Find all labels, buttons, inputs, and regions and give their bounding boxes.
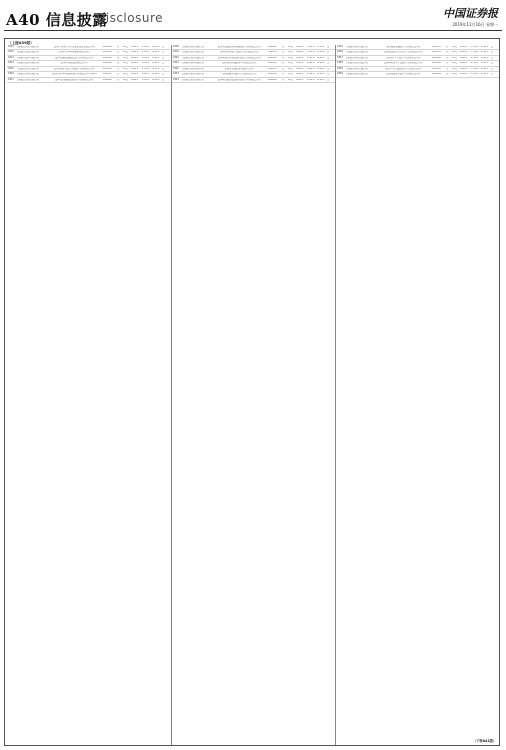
cell-flag: 是 — [162, 56, 165, 59]
cell-code: 000513 — [432, 51, 441, 54]
cell-type: 否 — [282, 67, 285, 70]
cell-no: 1829 — [337, 66, 343, 70]
cell-company: 工商银行股份有限公司 — [181, 45, 204, 48]
cell-fee3: 0.50% — [481, 62, 489, 65]
cell-company: 工商银行股份有限公司 — [181, 73, 204, 76]
cell-company: 工商银行股份有限公司 — [16, 67, 39, 70]
cell-no: 1812 — [8, 50, 14, 54]
cell-fee2: 1.50% — [307, 56, 315, 59]
cell-flag: 是 — [162, 73, 165, 76]
cell-fee3: 0.50% — [481, 56, 489, 59]
cell-name: 富国天瑞强势地区精选混合型证券投资基金 — [217, 45, 262, 48]
cell-company: 工商银行股份有限公司 — [16, 51, 39, 54]
cell-fee3: 0.50% — [152, 56, 160, 59]
cell-flag: 是 — [327, 73, 330, 76]
cell-code: 161026 — [103, 45, 112, 48]
cell-fee1: 0.60% — [131, 45, 139, 48]
cell-code: 000471 — [432, 45, 441, 48]
cell-min: 10元 — [123, 62, 129, 65]
cell-fee3: 0.50% — [481, 51, 489, 54]
cell-flag: 是 — [491, 73, 494, 76]
cell-type: 否 — [446, 73, 449, 76]
cell-name: 富国改革动力混合型证券投资基金 — [386, 73, 421, 76]
cell-fee2: 1.50% — [471, 67, 479, 70]
cell-name: 富国新兴产业股票型证券投资基金 — [386, 56, 421, 59]
cell-min: 10元 — [123, 73, 129, 76]
cell-name: 富国优化增强债券型证券投资基金 — [222, 62, 257, 65]
cell-min: 10元 — [123, 45, 129, 48]
table-column-2 — [171, 45, 335, 745]
disclosure-table-frame — [4, 38, 500, 746]
continued-note: （下转A41版） — [473, 739, 496, 743]
cell-name: 富国天利增长债券投资基金 — [60, 62, 89, 65]
cell-fee3: 0.50% — [317, 45, 325, 48]
cell-type: 否 — [117, 62, 120, 65]
cell-code: 100056 — [268, 73, 277, 76]
cell-no: 1815 — [8, 66, 14, 70]
cell-flag: 是 — [327, 56, 330, 59]
table-row — [336, 72, 499, 77]
cell-fee2: 1.50% — [307, 73, 315, 76]
cell-name: 富国中小盘精选混合型证券投资基金 — [385, 67, 422, 70]
cell-type: 否 — [446, 67, 449, 70]
cell-fee1: 0.60% — [460, 62, 468, 65]
cell-name: 富国高端制造行业股票型证券投资基金 — [383, 51, 424, 54]
cell-no: 1830 — [337, 72, 343, 76]
issue-date: 2019年12月16日 星期一 — [452, 22, 498, 27]
cell-no: 1813 — [8, 55, 14, 59]
cell-company: 工商银行股份有限公司 — [16, 45, 39, 48]
section-name: Disclosure — [96, 11, 164, 25]
cell-fee1: 0.60% — [296, 67, 304, 70]
cell-company: 工商银行股份有限公司 — [345, 56, 368, 59]
cell-flag: 是 — [491, 51, 494, 54]
cell-type: 否 — [117, 73, 120, 76]
cell-min: 10元 — [123, 67, 129, 70]
cell-code: 161017 — [103, 73, 112, 76]
cell-no: 1826 — [337, 50, 343, 54]
cell-type: 否 — [446, 45, 449, 48]
cell-fee1: 0.60% — [131, 67, 139, 70]
cell-no: 1825 — [337, 45, 343, 48]
cell-name: 富国天源沪港深平衡混合型证券投资基金 — [53, 67, 96, 70]
cell-flag: 是 — [491, 67, 494, 70]
cell-name: 富国研究精选灵活配置混合型证券投资基金 — [217, 78, 262, 81]
cell-name: 富国天惠精选成长混合型证券投资基金 — [54, 56, 95, 59]
cell-fee2: 1.50% — [307, 78, 315, 81]
cell-no: 1819 — [173, 50, 179, 54]
cell-company: 工商银行股份有限公司 — [345, 62, 368, 65]
cell-fee1: 0.60% — [131, 73, 139, 76]
cell-fee2: 1.50% — [142, 56, 150, 59]
cell-type: 否 — [117, 78, 120, 81]
cell-name: 富国天成红利灵活配置混合型证券投资基金 — [217, 56, 262, 59]
cell-type: 否 — [282, 78, 285, 81]
cell-fee1: 0.60% — [296, 51, 304, 54]
cell-fee1: 0.60% — [460, 45, 468, 48]
cell-type: 否 — [282, 73, 285, 76]
cell-fee1: 0.60% — [460, 67, 468, 70]
cell-type: 否 — [117, 51, 120, 54]
cell-code: 100035 — [268, 62, 277, 65]
cell-type: 否 — [117, 56, 120, 59]
cell-fee2: 1.20% — [142, 73, 150, 76]
cell-no: 1824 — [173, 77, 179, 81]
cell-type: 否 — [282, 51, 285, 54]
cell-code: 001268 — [432, 62, 441, 65]
cell-fee1: 0.60% — [131, 51, 139, 54]
cell-fee3: 0.50% — [317, 51, 325, 54]
cell-code: 100038 — [103, 51, 112, 54]
cell-fee1: 0.60% — [131, 78, 139, 81]
cell-company: 工商银行股份有限公司 — [181, 62, 204, 65]
cell-min: 10元 — [288, 67, 294, 70]
cell-no: 1823 — [173, 72, 179, 76]
cell-fee1: 0.60% — [296, 62, 304, 65]
cell-type: 否 — [282, 56, 285, 59]
cell-fee2: 1.50% — [307, 51, 315, 54]
cell-fee2: 1.50% — [471, 51, 479, 54]
cell-code: 450003 — [432, 67, 441, 70]
cell-fee2: 1.50% — [471, 73, 479, 76]
cell-name: 富国城镇发展股票型证券投资基金 — [386, 45, 421, 48]
cell-min: 10元 — [288, 62, 294, 65]
cell-type: 否 — [282, 45, 285, 48]
cell-company: 工商银行股份有限公司 — [16, 73, 39, 76]
cell-min: 10元 — [452, 62, 458, 65]
cell-name: 富国国家安全主题混合型证券投资基金 — [383, 62, 424, 65]
cell-fee3: 0.10% — [152, 62, 160, 65]
cell-no: 1814 — [8, 61, 14, 65]
cell-company: 工商银行股份有限公司 — [181, 78, 204, 81]
cell-min: 10元 — [452, 45, 458, 48]
cell-no: 1811 — [8, 45, 14, 48]
cell-fee3: 0.50% — [152, 67, 160, 70]
cell-no: 1817 — [8, 77, 14, 81]
cell-fee1: 0.60% — [460, 73, 468, 76]
cell-fee3: 0.50% — [152, 73, 160, 76]
cell-code: 100051 — [268, 67, 277, 70]
cell-fee2: 1.50% — [142, 78, 150, 81]
cell-code: 100018 — [103, 62, 112, 65]
cell-min: 10元 — [452, 73, 458, 76]
table-column-3 — [335, 45, 499, 745]
cell-flag: 是 — [491, 62, 494, 65]
cell-flag: 是 — [162, 67, 165, 70]
cell-min: 10元 — [288, 56, 294, 59]
cell-name: 富国可转换债券证券投资基金 — [224, 67, 255, 70]
cell-company: 工商银行股份有限公司 — [345, 51, 368, 54]
cell-fee3: 0.50% — [481, 67, 489, 70]
cell-name: 富国天博创新主题混合型证券投资基金 — [219, 51, 260, 54]
cell-fee1: 0.60% — [460, 51, 468, 54]
cell-fee1: 0.60% — [131, 62, 139, 65]
cell-no: 1822 — [173, 66, 179, 70]
cell-code: 000880 — [268, 78, 277, 81]
cell-flag: 是 — [491, 45, 494, 48]
cell-fee3: 0.50% — [152, 51, 160, 54]
cell-flag: 是 — [327, 51, 330, 54]
page-header — [4, 5, 502, 29]
cell-type: 否 — [446, 56, 449, 59]
cell-flag: 是 — [162, 78, 165, 81]
continuation-note: （上接A39版） — [8, 41, 34, 45]
cell-code: 100022 — [268, 45, 277, 48]
cell-min: 10元 — [452, 56, 458, 59]
cell-company: 工商银行股份有限公司 — [181, 67, 204, 70]
cell-company: 工商银行股份有限公司 — [345, 67, 368, 70]
cell-flag: 是 — [162, 45, 165, 48]
table-row — [172, 78, 335, 83]
cell-min: 10元 — [123, 56, 129, 59]
cell-fee1: 0.60% — [296, 78, 304, 81]
cell-flag: 是 — [162, 51, 165, 54]
table-row — [7, 78, 170, 83]
cell-name: 富国天合稳健优选混合型证券投资基金 — [54, 78, 95, 81]
cell-fee2: 1.50% — [471, 45, 479, 48]
cell-type: 否 — [282, 62, 285, 65]
cell-no: 1828 — [337, 61, 343, 65]
cell-min: 10元 — [288, 73, 294, 76]
cell-type: 否 — [117, 67, 120, 70]
cell-name: 富国中证500指数增强型证券投资基金(LOF) — [52, 73, 97, 76]
cell-code: 100029 — [268, 56, 277, 59]
cell-flag: 是 — [327, 78, 330, 81]
cell-company: 工商银行股份有限公司 — [345, 73, 368, 76]
cell-code: 161005 — [103, 56, 112, 59]
cell-no: 1818 — [173, 45, 179, 48]
table-column-1 — [7, 45, 170, 745]
cell-type: 否 — [446, 51, 449, 54]
cell-fee3: 0.50% — [317, 73, 325, 76]
cell-fee3: 0.10% — [317, 62, 325, 65]
cell-flag: 是 — [491, 56, 494, 59]
cell-fee3: 0.50% — [152, 78, 160, 81]
cell-flag: 是 — [327, 62, 330, 65]
cell-fee3: 0.50% — [481, 73, 489, 76]
cell-fee1: 0.60% — [296, 56, 304, 59]
cell-code: 000294 — [432, 73, 441, 76]
page-code: A40 信息披露 — [6, 11, 108, 29]
cell-flag: 是 — [327, 67, 330, 70]
cell-fee3: 0.10% — [317, 67, 325, 70]
cell-company: 工商银行股份有限公司 — [345, 45, 368, 48]
cell-no: 1821 — [173, 61, 179, 65]
cell-fee2: 1.50% — [471, 62, 479, 65]
newspaper-name: 中国证券报 — [443, 7, 498, 20]
cell-fee1: 0.60% — [296, 73, 304, 76]
cell-fee3: 0.50% — [152, 45, 160, 48]
cell-flag: 是 — [162, 62, 165, 65]
cell-name: 富国低碳环保混合型证券投资基金 — [222, 73, 257, 76]
cell-min: 10元 — [288, 78, 294, 81]
cell-fee1: 0.60% — [131, 56, 139, 59]
cell-code: 001048 — [432, 56, 441, 59]
cell-no: 1827 — [337, 55, 343, 59]
cell-min: 10元 — [452, 67, 458, 70]
cell-fee1: 0.60% — [296, 45, 304, 48]
cell-name: 富国中证国有企业改革指数证券投资基金 — [53, 45, 96, 48]
cell-fee2: 0.80% — [307, 62, 315, 65]
cell-name: 富国沪深300增强证券投资基金 — [58, 51, 91, 54]
cell-min: 10元 — [288, 45, 294, 48]
cell-fee2: 0.80% — [307, 67, 315, 70]
cell-type: 否 — [117, 45, 120, 48]
cell-code: 519035 — [268, 51, 277, 54]
cell-fee2: 1.50% — [471, 56, 479, 59]
cell-min: 10元 — [288, 51, 294, 54]
cell-company: 工商银行股份有限公司 — [16, 56, 39, 59]
cell-fee2: 1.20% — [142, 51, 150, 54]
cell-code: 100026 — [103, 78, 112, 81]
cell-company: 工商银行股份有限公司 — [181, 56, 204, 59]
cell-fee3: 0.50% — [481, 45, 489, 48]
cell-fee2: 1.20% — [142, 45, 150, 48]
cell-fee2: 1.50% — [307, 45, 315, 48]
cell-min: 10元 — [452, 51, 458, 54]
cell-company: 工商银行股份有限公司 — [16, 62, 39, 65]
cell-company: 工商银行股份有限公司 — [181, 51, 204, 54]
cell-type: 否 — [446, 62, 449, 65]
cell-flag: 是 — [327, 45, 330, 48]
cell-fee3: 0.50% — [317, 56, 325, 59]
header-rule — [4, 30, 502, 31]
cell-fee2: 0.80% — [142, 62, 150, 65]
cell-no: 1820 — [173, 55, 179, 59]
cell-no: 1816 — [8, 72, 14, 76]
cell-code: 100016 — [103, 67, 112, 70]
cell-fee2: 1.50% — [142, 67, 150, 70]
cell-min: 10元 — [123, 51, 129, 54]
cell-min: 10元 — [123, 78, 129, 81]
cell-company: 工商银行股份有限公司 — [16, 78, 39, 81]
cell-fee1: 0.60% — [460, 56, 468, 59]
cell-fee3: 0.50% — [317, 78, 325, 81]
